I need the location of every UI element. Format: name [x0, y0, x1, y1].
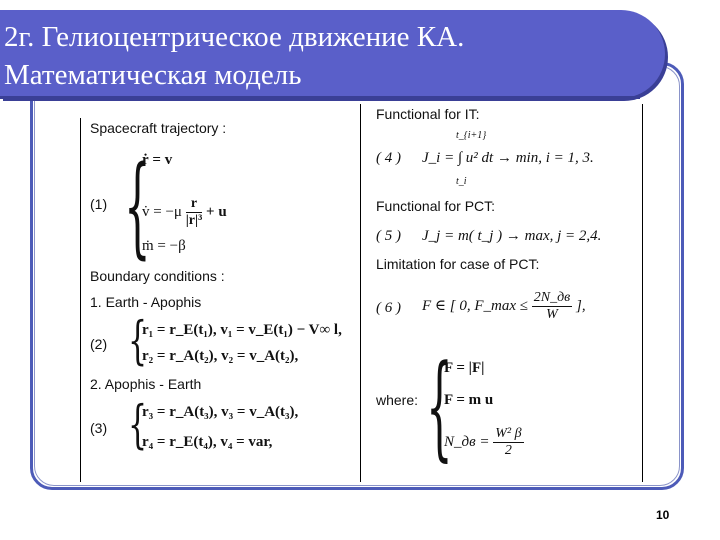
eq3-label: (3): [90, 420, 108, 436]
eq2-line-2: r₂ = r_A(t₂), v₂ = v_A(t₂),: [142, 348, 299, 364]
right-rule: [642, 104, 643, 482]
eq3-line-2: r₄ = r_E(t₄), v₄ = var,: [142, 434, 273, 450]
eq6-fraction-num: 2N_дв: [533, 290, 571, 305]
brace-icon: {: [128, 396, 148, 456]
brace-icon: {: [124, 142, 151, 270]
eq4-formula: J_i = ∫ u² dt → min, i = 1, 3.: [422, 150, 594, 166]
eq6-post: ],: [576, 297, 586, 314]
heading-limitation: Limitation for case of PCT:: [376, 256, 540, 272]
title-underline: [0, 96, 640, 99]
eq6-formula: [422, 290, 586, 323]
eq1-velocity-post: + u: [206, 203, 227, 220]
left-rule: [80, 118, 81, 482]
eq1-velocity-pre: v̇ = −μ: [142, 203, 182, 220]
eq2-label: (2): [90, 336, 108, 352]
where-line-3: [444, 426, 524, 459]
slide-title-line-1: 2г. Гелиоцентрическое движение КА.: [4, 21, 465, 53]
eq4-label: ( 4 ): [376, 150, 401, 166]
where3-pre: N_дв =: [444, 433, 490, 450]
eq1-position: ṙ = v: [142, 152, 173, 168]
where-line-2: F = m u: [444, 392, 494, 408]
heading-trajectory: Spacecraft trajectory :: [90, 120, 227, 136]
eq1-fraction-den: |r|³: [185, 213, 203, 228]
brace-icon: {: [128, 312, 148, 372]
eq1-velocity: [142, 196, 227, 229]
heading-functional-it: Functional for IT:: [376, 106, 480, 122]
where3-fraction-num: W² β: [495, 426, 522, 441]
where3-fraction-den: 2: [504, 443, 512, 458]
eq6-fraction: [532, 290, 573, 323]
eq5-formula: J_j = m( t_j ) → max, j = 2,4.: [422, 228, 602, 244]
eq1-fraction-num: r: [186, 196, 203, 213]
formula-panel: [72, 104, 644, 484]
eq1-mass: ṁ = −β: [142, 238, 186, 254]
eq5-label: ( 5 ): [376, 228, 401, 244]
page-number: 10: [656, 508, 670, 522]
eq3-line-1: r₃ = r_A(t₃), v₃ = v_A(t₃),: [142, 404, 299, 420]
eq4-upper-limit: t_{i+1}: [456, 130, 487, 141]
eq6-label: ( 6 ): [376, 300, 401, 316]
where-line-1: F = |F|: [444, 360, 485, 376]
case-apophis-earth: 2. Apophis - Earth: [90, 376, 202, 392]
eq2-line-1: r₁ = r_E(t₁), v₁ = v_E(t₁) − V∞ l,: [142, 322, 342, 338]
heading-boundary: Boundary conditions :: [90, 268, 225, 284]
slide-title-line-2: Математическая модель: [4, 59, 302, 91]
where-label: where:: [376, 392, 419, 408]
where3-fraction: [493, 426, 523, 459]
eq1-fraction: [186, 196, 203, 229]
center-rule: [360, 104, 361, 482]
title-banner: [0, 10, 665, 98]
case-earth-apophis: 1. Earth - Apophis: [90, 294, 202, 310]
eq1-label: (1): [90, 196, 108, 212]
brace-icon: {: [426, 340, 453, 473]
eq6-pre: F ∈ [ 0, F_max ≤: [422, 297, 528, 314]
heading-functional-pct: Functional for PCT:: [376, 198, 496, 214]
eq6-fraction-den: W: [546, 307, 558, 322]
eq4-lower-limit: t_i: [456, 176, 467, 187]
